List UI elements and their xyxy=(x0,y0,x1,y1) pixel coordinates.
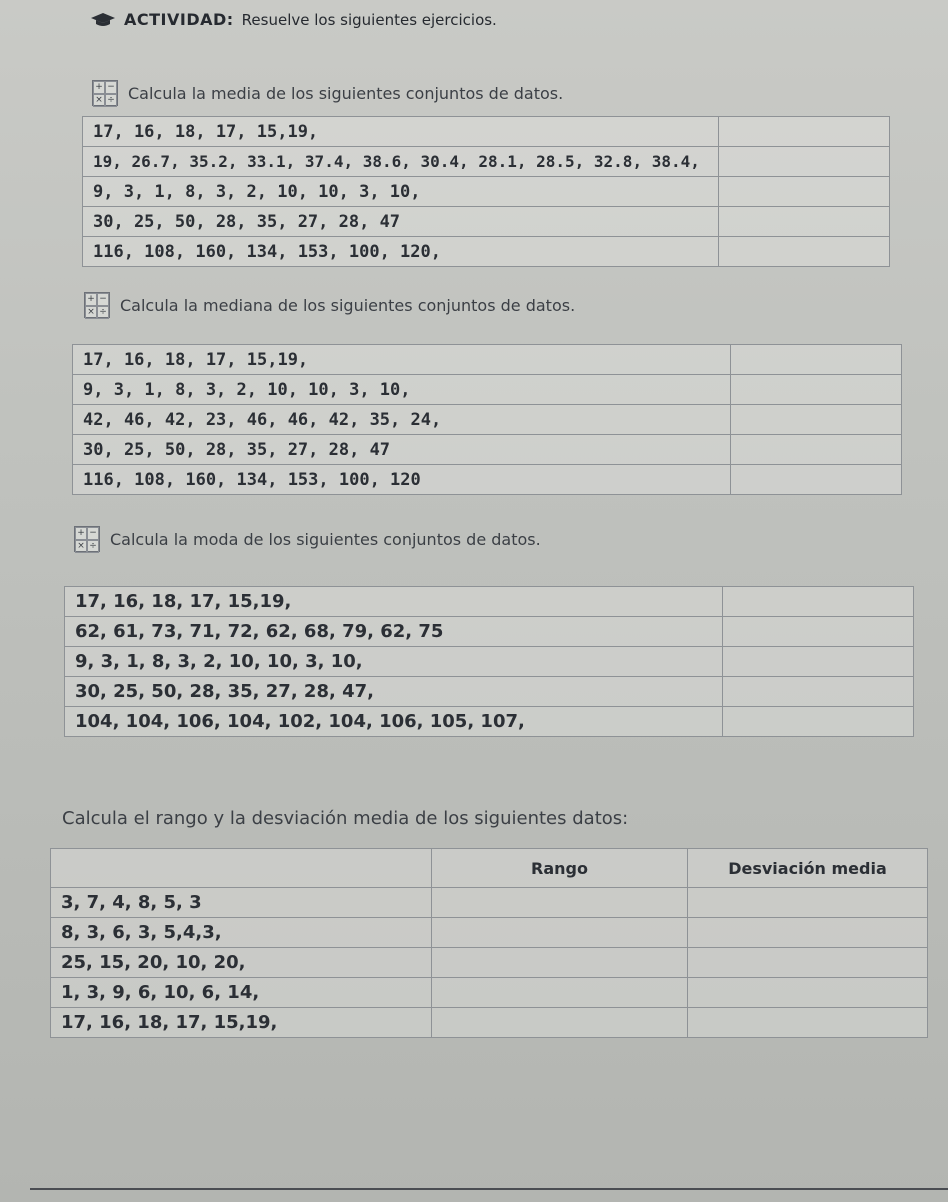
answer-cell[interactable] xyxy=(723,617,914,647)
rango-section-title xyxy=(62,808,628,829)
table-row xyxy=(73,405,902,435)
table-header-row xyxy=(51,849,928,888)
data-set: 17, 16, 18, 17, 15,19, xyxy=(51,1008,432,1038)
graduation-cap-icon xyxy=(90,12,116,28)
answer-cell[interactable] xyxy=(719,237,890,267)
table-row xyxy=(51,948,928,978)
rango-answer-cell[interactable] xyxy=(432,1008,688,1038)
data-set: 30, 25, 50, 28, 35, 27, 28, 47 xyxy=(83,207,719,237)
data-set: 62, 61, 73, 71, 72, 62, 68, 79, 62, 75 xyxy=(65,617,723,647)
data-set: 25, 15, 20, 10, 20, xyxy=(51,948,432,978)
desviacion-answer-cell[interactable] xyxy=(688,948,928,978)
mediana-instruction: Calcula la mediana de los siguientes conjuntos de datos. xyxy=(120,295,576,315)
data-set: 3, 7, 4, 8, 5, 3 xyxy=(51,888,432,918)
media-section-title xyxy=(92,80,563,106)
answer-cell[interactable] xyxy=(723,707,914,737)
rango-answer-cell[interactable] xyxy=(432,948,688,978)
desviacion-column-header: Desviación media xyxy=(688,849,928,888)
table-row xyxy=(65,677,914,707)
data-set: 104, 104, 106, 104, 102, 104, 106, 105, 107, xyxy=(65,707,723,737)
answer-cell[interactable] xyxy=(719,117,890,147)
answer-cell[interactable] xyxy=(731,345,902,375)
answer-cell[interactable] xyxy=(731,375,902,405)
data-set: 19, 26.7, 35.2, 33.1, 37.4, 38.6, 30.4, 28.1, 28.5, 32.8, 38.4, xyxy=(83,147,719,177)
rango-column-header: Rango xyxy=(432,849,688,888)
table-row xyxy=(83,117,890,147)
table-row xyxy=(83,237,890,267)
answer-cell[interactable] xyxy=(719,147,890,177)
answer-cell[interactable] xyxy=(723,587,914,617)
activity-instruction: Resuelve los siguientes ejercicios. xyxy=(241,10,497,29)
moda-section-title xyxy=(74,526,541,552)
data-set: 30, 25, 50, 28, 35, 27, 28, 47, xyxy=(65,677,723,707)
data-set: 17, 16, 18, 17, 15,19, xyxy=(65,587,723,617)
data-set: 116, 108, 160, 134, 153, 100, 120 xyxy=(73,465,731,495)
table-row xyxy=(51,918,928,948)
mediana-section-title xyxy=(84,292,575,318)
data-set: 30, 25, 50, 28, 35, 27, 28, 47 xyxy=(73,435,731,465)
table-row xyxy=(51,888,928,918)
data-set: 9, 3, 1, 8, 3, 2, 10, 10, 3, 10, xyxy=(65,647,723,677)
rango-answer-cell[interactable] xyxy=(432,918,688,948)
answer-cell[interactable] xyxy=(723,647,914,677)
table-row xyxy=(51,978,928,1008)
desviacion-answer-cell[interactable] xyxy=(688,1008,928,1038)
math-operations-icon: + − × ÷ xyxy=(74,526,100,552)
empty-header-cell xyxy=(51,849,432,888)
data-set: 1, 3, 9, 6, 10, 6, 14, xyxy=(51,978,432,1008)
data-set: 9, 3, 1, 8, 3, 2, 10, 10, 3, 10, xyxy=(73,375,731,405)
data-set: 8, 3, 6, 3, 5,4,3, xyxy=(51,918,432,948)
table-row xyxy=(73,345,902,375)
desviacion-answer-cell[interactable] xyxy=(688,888,928,918)
answer-cell[interactable] xyxy=(719,177,890,207)
table-row xyxy=(73,375,902,405)
table-row xyxy=(65,587,914,617)
table-row xyxy=(83,147,890,177)
media-table xyxy=(82,116,890,267)
data-set: 116, 108, 160, 134, 153, 100, 120, xyxy=(83,237,719,267)
data-set: 42, 46, 42, 23, 46, 46, 42, 35, 24, xyxy=(73,405,731,435)
desviacion-answer-cell[interactable] xyxy=(688,978,928,1008)
media-instruction: Calcula la media de los siguientes conjuntos de datos. xyxy=(128,83,564,103)
rango-answer-cell[interactable] xyxy=(432,888,688,918)
answer-cell[interactable] xyxy=(719,207,890,237)
answer-cell[interactable] xyxy=(731,465,902,495)
table-row xyxy=(65,617,914,647)
data-set: 17, 16, 18, 17, 15,19, xyxy=(83,117,719,147)
rango-answer-cell[interactable] xyxy=(432,978,688,1008)
table-row xyxy=(83,207,890,237)
table-row xyxy=(65,707,914,737)
activity-header xyxy=(90,10,497,29)
table-row xyxy=(73,465,902,495)
moda-table xyxy=(64,586,914,737)
page-bottom-divider xyxy=(30,1188,948,1190)
answer-cell[interactable] xyxy=(723,677,914,707)
table-row xyxy=(83,177,890,207)
table-row xyxy=(51,1008,928,1038)
activity-label: ACTIVIDAD: xyxy=(124,10,234,29)
table-row xyxy=(73,435,902,465)
math-operations-icon: + − × ÷ xyxy=(92,80,118,106)
moda-instruction: Calcula la moda de los siguientes conjuntos de datos. xyxy=(110,529,541,549)
rango-table xyxy=(50,848,928,1038)
desviacion-answer-cell[interactable] xyxy=(688,918,928,948)
data-set: 9, 3, 1, 8, 3, 2, 10, 10, 3, 10, xyxy=(83,177,719,207)
table-row xyxy=(65,647,914,677)
mediana-table xyxy=(72,344,902,495)
rango-instruction: Calcula el rango y la desviación media de los siguientes datos: xyxy=(62,808,629,829)
answer-cell[interactable] xyxy=(731,405,902,435)
answer-cell[interactable] xyxy=(731,435,902,465)
data-set: 17, 16, 18, 17, 15,19, xyxy=(73,345,731,375)
math-operations-icon: + − × ÷ xyxy=(84,292,110,318)
